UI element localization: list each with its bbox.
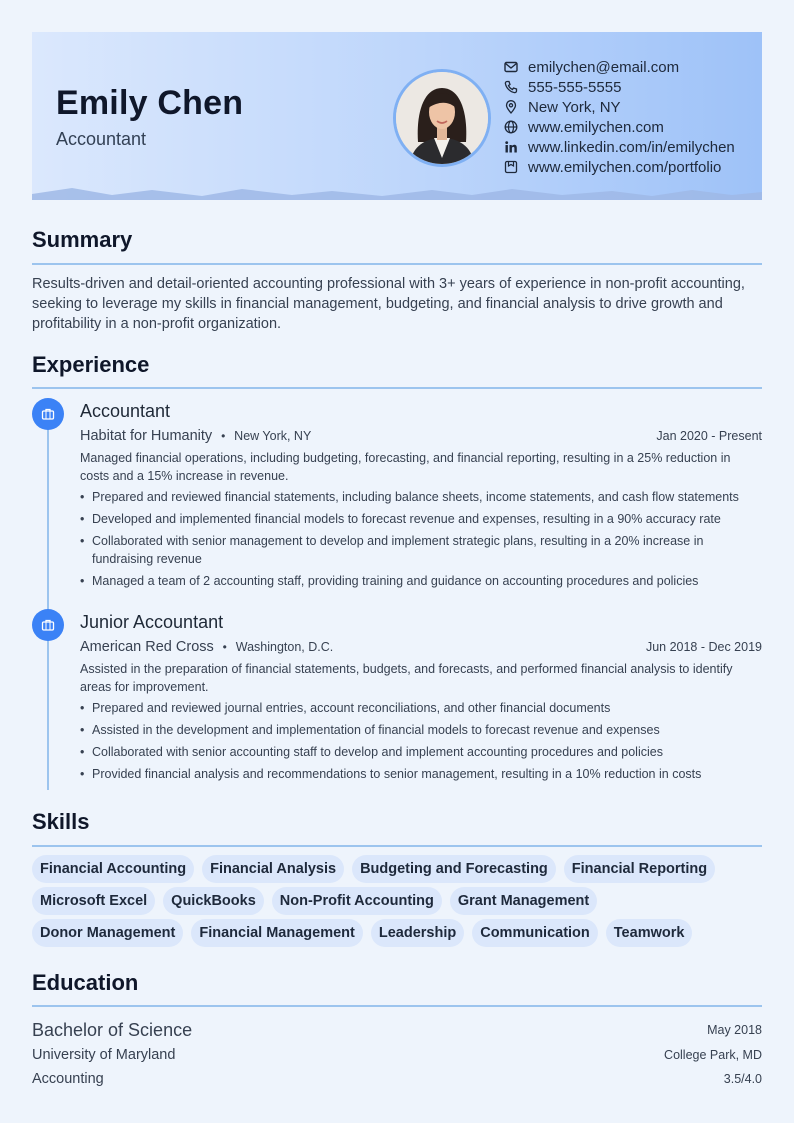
resume-header: [32, 32, 762, 200]
profile-photo: [393, 69, 491, 167]
education-school-row: [32, 1044, 762, 1066]
email-text: emilychen@email.com: [528, 58, 680, 76]
education-location: College Park, MD: [664, 1048, 762, 1062]
job-dates: Jan 2020 - Present: [656, 429, 762, 443]
contact-phone[interactable]: [504, 77, 735, 97]
skill-chip: Budgeting and Forecasting: [352, 855, 556, 883]
contact-list: [504, 57, 735, 177]
location-pin-icon: [504, 100, 528, 114]
job-title: Accountant: [80, 401, 171, 421]
summary-heading: Summary: [32, 227, 133, 252]
briefcase-icon: [32, 398, 64, 430]
contact-portfolio[interactable]: [504, 157, 735, 177]
skill-chip: Financial Reporting: [564, 855, 715, 883]
website-text: www.emilychen.com: [528, 118, 664, 136]
job-bullet: • Collaborated with senior accounting staff to develop and implement accounting procedures and policies: [80, 743, 762, 761]
job-bullet: • Provided financial analysis and recommendations to senior management, resulting in a 10% reduction in costs: [80, 765, 762, 783]
skill-chip: Financial Accounting: [32, 855, 194, 883]
skill-chip: Microsoft Excel: [32, 887, 155, 915]
experience-heading: Experience: [32, 352, 150, 377]
skill-chip: Financial Management: [191, 919, 363, 947]
portfolio-icon: [504, 160, 528, 174]
linkedin-icon: [504, 140, 528, 154]
job-bullet: • Prepared and reviewed journal entries, account reconciliations, and other financial documents: [80, 699, 762, 717]
job-bullet: • Collaborated with senior management to develop and implement strategic plans, resulting in a 20% increase in fundraising revenue: [80, 532, 762, 568]
candidate-name: Emily Chen: [56, 84, 244, 122]
education-school: University of Maryland: [32, 1047, 176, 1063]
education-gpa: 3.5/4.0: [723, 1072, 762, 1086]
skill-chip: Grant Management: [450, 887, 597, 915]
contact-linkedin[interactable]: [504, 137, 735, 157]
job-description: Managed financial operations, including budgeting, forecasting, and financial reporting, resulting in a 25% reduction in costs and a 15% increase in revenue.: [80, 451, 731, 483]
skill-chip: Financial Analysis: [202, 855, 344, 883]
job-bullet: • Developed and implemented financial models to forecast revenue and expenses, resulting in a 90% accuracy rate: [80, 510, 762, 528]
location-text: New York, NY: [528, 98, 621, 116]
phone-icon: [504, 80, 528, 94]
education-degree-row: [32, 1018, 762, 1042]
education-date: May 2018: [707, 1023, 762, 1037]
skills-list: [32, 855, 762, 951]
candidate-role: Accountant: [56, 129, 147, 149]
job-location: Washington, D.C.: [235, 640, 334, 654]
skill-chip: Communication: [472, 919, 598, 947]
job-location: New York, NY: [234, 429, 312, 443]
job-dates: Jun 2018 - Dec 2019: [645, 640, 762, 654]
education-field: Accounting: [32, 1071, 104, 1087]
job-bullet-list: [80, 699, 762, 783]
job-title: Junior Accountant: [80, 612, 224, 632]
separator-dot: •: [222, 640, 227, 654]
job-bullet: • Prepared and reviewed financial statements, including balance sheets, income statements, and cash flow statements: [80, 488, 762, 506]
skill-chip: Non-Profit Accounting: [272, 887, 442, 915]
separator-dot: •: [221, 429, 226, 443]
education-field-row: [32, 1068, 762, 1090]
summary-divider: [32, 263, 762, 265]
job-company: American Red Cross: [80, 639, 214, 655]
skills-heading: Skills: [32, 809, 90, 834]
skill-chip: QuickBooks: [163, 887, 264, 915]
skill-chip: Leadership: [371, 919, 464, 947]
linkedin-text: www.linkedin.com/in/emilychen: [528, 138, 735, 156]
job-description: Assisted in the preparation of financial statements, budgets, and forecasts, and performed financial analysis to identify areas for improvement.: [80, 662, 733, 694]
job-bullet-list: [80, 488, 762, 590]
portfolio-text: www.emilychen.com/portfolio: [528, 158, 722, 176]
briefcase-icon: [32, 609, 64, 641]
skill-chip: Donor Management: [32, 919, 183, 947]
job-bullet: • Assisted in the development and implementation of financial models to forecast revenue and expenses: [80, 721, 762, 739]
summary-text: Results-driven and detail-oriented accounting professional with 3+ years of experience in non-profit accounting, seeking to leverage my skills in financial management, budgeting, and financial analysis to drive growth and profitability in a non-profit organization.: [32, 276, 745, 332]
skill-chip: Teamwork: [606, 919, 693, 947]
education-divider: [32, 1005, 762, 1007]
contact-email[interactable]: [504, 57, 735, 77]
experience-timeline: [47, 412, 49, 790]
phone-text: 555-555-5555: [528, 78, 622, 96]
globe-icon: [504, 120, 528, 134]
contact-location: [504, 97, 735, 117]
job-bullet: • Managed a team of 2 accounting staff, providing training and guidance on accounting procedures and policies: [80, 572, 762, 590]
job-company: Habitat for Humanity: [80, 428, 213, 444]
contact-website[interactable]: [504, 117, 735, 137]
mountain-decoration: [32, 184, 762, 200]
experience-divider: [32, 387, 762, 389]
education-degree: Bachelor of Science: [32, 1020, 193, 1040]
skills-divider: [32, 845, 762, 847]
education-heading: Education: [32, 970, 139, 995]
email-icon: [504, 60, 528, 74]
